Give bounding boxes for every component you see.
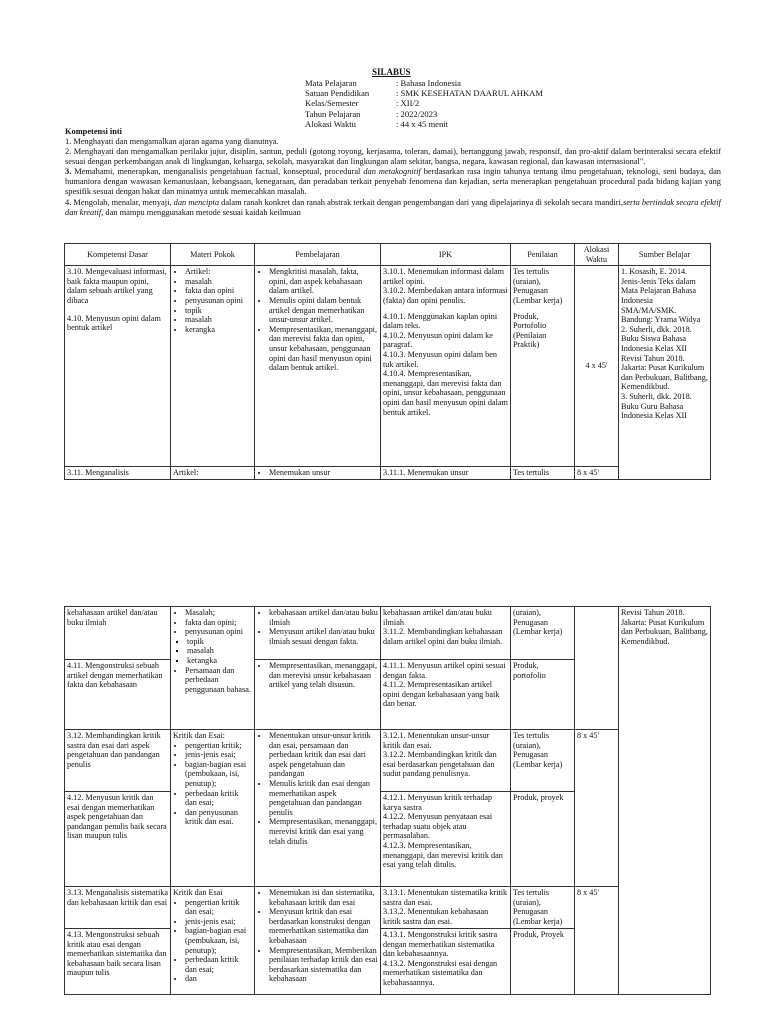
materi-cell: Kritik dan Esai: • pengertian kritik; • jenis-jenis esai; • bagian-bagian esai (pembukaan, isi, penutup); • perbedaan kritik dan esai; • dan penyusunan kritik dan esai. <box>171 730 255 887</box>
list-item: • perbedaan kritik dan esai; <box>185 955 252 974</box>
list-item: • dan penyusunan kritik dan esai. <box>185 808 252 827</box>
kd-cell: 4.12. Menyusun kritik dan esai dengan memerhatikan aspek pengetahuan dan pandangan penulis baik secara lisan maupun tulis <box>65 792 171 887</box>
header-penilaian: Penilaian <box>511 244 575 266</box>
penilaian-cell: Produk, proyek <box>511 792 575 887</box>
ki-2: 2. Menghayati dan mengamalkan perilaku jujur, disiplin, santun, peduli (gotong royong, kerjasama, toleran, damai), bertanggung jawab, responsif, dan pro-aktif dalam berinteraksi secara efektif sesuai dengan perkembangan anak di lingkungan, keluarga, sekolah, masyarakat dan lingkungan alam sekitar, bangsa, negara, kawasan regional, dan kawasan internasional". <box>65 147 721 167</box>
identity-row <box>305 88 543 98</box>
identity-value: : 2022/2023 <box>396 108 438 119</box>
header-ipk: IPK <box>381 244 511 266</box>
penilaian-cell: (uraian), Penugasan (Lembar kerja) <box>511 607 575 660</box>
list-item: • Mempresentasikan, menanggapi, merevisi kritik dan esai yang telah ditulis <box>269 817 378 846</box>
alokasi-cell: 8 x 45' <box>575 887 619 995</box>
penilaian-cell: Tes tertulis (uraian), Penugasan (Lembar kerja) <box>511 730 575 792</box>
identity-value: : XII/2 <box>396 98 420 109</box>
alokasi-cell: 8 x 45' <box>575 730 619 887</box>
kompetensi-inti <box>65 127 721 218</box>
list-item: • dan <box>185 974 252 984</box>
document-title: SILABUS <box>372 67 411 77</box>
ipk-cell: 3.11.1. Menemukan unsur <box>381 467 511 480</box>
list-item: • Mengkritisi masalah, fakta, opini, dan aspek kebahasaan dalam artikel. <box>269 267 378 296</box>
list-item: • pengertian kritik dan esai; <box>185 898 252 917</box>
materi-cell: Artikel: <box>171 467 255 480</box>
table-row <box>65 730 711 792</box>
ipk-cell: 4.13.1. Mengonstruksi kritik sastra dengan memerhatikan sistematika dan kebahasaannya. 4.13.2. Mengonstruksi esai dengan memerhatikan sistematika dan kebahasaannya. <box>381 929 511 995</box>
table-row <box>65 607 711 660</box>
pembelajaran-cell <box>255 607 381 660</box>
ipk-cell: 4.11.1. Menyusun artikel opini sesuai dengan fakta. 4.11.2. Mempresentasikan artikel opini dengan kebahasaan yang baik dan benar. <box>381 660 511 730</box>
list-item: • perbedaan kritik dan esai; <box>185 789 252 808</box>
materi-cell <box>171 607 255 730</box>
identity-row <box>305 78 543 88</box>
kd-cell: 3.10. Mengevaluasi informasi, baik fakta maupun opini, dalam sebuah artikel yang dibaca 4.10. Menyusun opini dalam bentuk artikel <box>65 266 171 467</box>
identity-key: Mata Pelajaran <box>305 78 357 88</box>
table-row <box>65 266 711 467</box>
list-item: • fakta dan opini; <box>185 618 252 628</box>
identity-value: : SMK KESEHATAN DAARUL AHKAM <box>396 88 544 99</box>
list-item: • bagian-bagian esai (pembukaan, isi, penutup); <box>185 760 252 789</box>
header-materi-pokok: Materi Pokok <box>171 244 255 266</box>
kd-cell: 3.12. Membandingkan kritik sastra dan esai dari aspek pengetahuan dan pandangan penulis <box>65 730 171 792</box>
identity-key: Satuan Pendidikan <box>305 88 370 99</box>
ipk-cell: 3.13.1. Menentukan sistematika kritik sastra dan esai. 3.13.2. Menentukan kebahasaan kritik sastra dan esai. <box>381 887 511 929</box>
list-item: • bagian-bagian esai (pembukaan, isi, penutup); <box>185 926 252 955</box>
list-item: • jenis-jenis esai; <box>185 917 252 927</box>
ki-3: 3. Memahami, menerapkan, menganalisis pengetahuan factual, konseptual, procedural dan metakognitif berdasarkan rasa ingin tahunya tentang ilmu pengetahuan, teknologi, seni budaya, dan humaniora dengan wawasan kemanusiaan, kebangsaan, kenegaraan, dan peradaban terkait penyebab fenomena dan kejadian, serta menerapkan pengetahuan procedural pada bidang kajian yang spesifik sesuai dengan bakat dan minatnya untuk memecahkan masalah. <box>65 167 721 197</box>
list-item: • kebahasaan artikel dan/atau buku ilmiah <box>269 608 378 627</box>
table-row <box>65 887 711 929</box>
list-item: • Artikel: <box>185 267 252 277</box>
ipk-cell: kebahasaan artikel dan/atau buku ilmiah 3.11.2. Membandingkan kebahasaan dalam artikel opini dan buku ilmiah. <box>381 607 511 660</box>
pembelajaran-cell <box>255 660 381 730</box>
pembelajaran-cell <box>255 266 381 467</box>
list-item: • Mempresentasikan, Memberikan penilaian terhadap kritik dan esai berdasarkan sistematika dan kebahasaan <box>269 946 378 984</box>
list-item: • Menulis kritik dan esai dengan memerhatikan aspek pengetahuan dan pandangan penulis <box>269 779 378 817</box>
list-item: • penyusunan opini <box>185 296 252 306</box>
list-item: • kerangka <box>185 325 252 335</box>
pembelajaran-cell <box>255 730 381 887</box>
identity-value: : 44 x 45 menit <box>396 118 449 129</box>
materi-cell: Kritik dan Esai • pengertian kritik dan esai; • jenis-jenis esai; • bagian-bagian esai (pembukaan, isi, penutup); • perbedaan kritik dan esai; • dan <box>171 887 255 995</box>
list-item: • fakta dan opini <box>185 286 252 296</box>
header-alokasi-waktu: Alokasi Waktu <box>575 244 619 266</box>
sumber-cell: Revisi Tahun 2018. Jakarta: Pusat Kurikulum dan Perbukuan, Balitbang, Kemendikbud. <box>619 607 711 995</box>
kd-cell: 4.13. Mengonstruksi sebuah kritik atau esai dengan memerhatikan sistematika dan kebahasaan baik secara lisan maupun tulis <box>65 929 171 995</box>
alokasi-cell: 4 x 45' <box>575 266 619 467</box>
penilaian-cell: Tes tertulis (uraian), Penugasan (Lembar kerja) <box>511 887 575 929</box>
list-item: • topik <box>185 306 252 316</box>
list-item: • masalah <box>185 277 252 287</box>
list-item: • Mempresentasikan, menanggapi, dan merevisi fakta dan opini, unsur kebahasaan, penggunaan opini dan hasil menyusun opini dalam bentuk artikel. <box>269 325 378 373</box>
identity-row <box>305 98 543 108</box>
identity-row <box>305 109 543 119</box>
kd-cell: 3.13. Menganalisis sistematika dan kebahasaan kritik dan esai <box>65 887 171 929</box>
list-item: • Persamaan dan perbedaan penggunaan bahasa. <box>185 666 252 695</box>
list-item: ▪ kerangka <box>187 656 252 666</box>
list-item: • pengertian kritik; <box>185 741 252 751</box>
identity-key: Alokasi Waktu <box>305 118 356 129</box>
list-item: • Masalah; <box>185 608 252 618</box>
list-item: ▪ topik <box>187 637 252 647</box>
list-item: • jenis-jenis esai; <box>185 750 252 760</box>
identity-key: Tahun Pelajaran <box>305 108 361 119</box>
materi-cell <box>171 266 255 467</box>
list-item: • Menentukan unsur-unsur kritik dan esai, persamaan dan perbedaan kritik dan esai dari aspek pengetahuan dan pandangan <box>269 731 378 779</box>
identity-value: : Bahasa Indonesia <box>396 78 461 88</box>
table-row <box>65 467 711 480</box>
ipk-cell: 3.12.1. Menentukan unsur-unsur kritik dan esai. 3.12.2. Membandingkan kritik dan esai berdasarkan pengetahuan dan sudut pandang penulisnya. <box>381 730 511 792</box>
ki-heading: Kompetensi inti <box>65 127 122 136</box>
list-item: • penyusunan opini <box>185 627 252 637</box>
identity-table <box>305 78 543 129</box>
list-item: ▪ masalah <box>187 646 252 656</box>
kd-cell: 4.11. Mengonstruksi sebuah artikel dengan memerhatikan fakta dan kebahasaan <box>65 660 171 730</box>
penilaian-cell: Tes tertulis <box>511 467 575 480</box>
ki-1: 1. Menghayati dan mengamalkan ajaran agama yang dianutnya. <box>65 137 279 147</box>
table-header <box>65 244 711 266</box>
list-item: • masalah <box>185 315 252 325</box>
list-item: • Menulis opini dalam bentuk artikel dengan memerhatikan unsur-unsur artikel. <box>269 296 378 325</box>
penilaian-cell: Produk, Proyek <box>511 929 575 995</box>
kd-cell: kebahasaan artikel dan/atau buku ilmiah <box>65 607 171 660</box>
pembelajaran-cell: • Menemukan unsur <box>255 467 381 480</box>
syllabus-table-2 <box>64 606 711 995</box>
list-item: • Menyusun kritik dan esai berdasarkan konstruksi dengan memerhatikan sistematika dan kebahasaan <box>269 907 378 945</box>
penilaian-cell: Tes tertulis (uraian), Penugasan (Lembar kerja) Produk, Portofolio (Penilaian Praktik) <box>511 266 575 467</box>
identity-key: Kelas/Semester <box>305 98 359 109</box>
ki-4: 4. Mengolah, menalar, menyaji, dan mencipta dalam ranah konkret dan ranah abstrak terkait dengan pengembangan dari yang dipelajarinya di sekolah secara mandiri,serta bertindak secara efektif dan kreatif, dan mampu menggunakan metode sesuai kaidah keilmuan <box>65 197 722 217</box>
pembelajaran-cell <box>255 887 381 995</box>
header-pembelajaran: Pembelajaran <box>255 244 381 266</box>
list-item: • Mempresentasikan, menanggapi, dan merevisi unsur kebahasaan artikel yang telah disusun. <box>269 661 378 690</box>
ipk-cell: 3.10.1. Menemukan informasi dalam artikel opini. 3.10.2. Membedakan antara informasi (fakta) dan opini penulis. 4.10.1. Menggunakan kaplan opini dalam teks. 4.10.2. Menyusun opini dalam ke paragraf. 4.10.3. Menyusun opini dalam ben tuk artikel. 4.10.4. Mempresentasikan, menanggapi, dan merevisi fakta dan opini, unsur kebahasaan, penggunaan opini dan hasil menyusun opini dalam bentuk artikel. <box>381 266 511 467</box>
header-kompetensi-dasar: Kompetensi Dasar <box>65 244 171 266</box>
sumber-cell: 1. Kosasih, E. 2014. Jenis-Jenis Teks dalam Mata Pelajaran Bahasa Indonesia SMA/MA/SMK. Bandung: Yrama Widya 2. Suherli, dkk. 2018. Buku Siswa Bahasa Indonesia Kelas XII Revisi Tahun 2018. Jakarta: Pusat Kurikulum dan Perbukuan, Balitbang, Kemendikbud. 3. Suherli, dkk. 2018. Buku Guru Bahasa Indonesia Kelas XII <box>619 266 711 480</box>
list-item: • Menyusun artikel dan/atau buku ilmiah sesuai dengan fakta. <box>269 627 378 646</box>
header-sumber-belajar: Sumber Belajar <box>619 244 711 266</box>
ipk-cell: 4.12.1. Menyusun kritik terhadap karya sastra 4.12.2. Menyusun penyataan esai terhadap suatu objek atau permasalahan. 4.12.3. Mempresentasikan, menanggapi, dan merevisi kritik dan esai yang telah ditulis. <box>381 792 511 887</box>
syllabus-table-1 <box>64 243 711 480</box>
alokasi-cell: 8 x 45' <box>575 467 619 480</box>
alokasi-cell <box>575 607 619 730</box>
list-item: • Menemukan isi dan sistematika, kebahasaan kritik dan esai <box>269 888 378 907</box>
penilaian-cell: Produk, portofolio <box>511 660 575 730</box>
kd-cell: 3.11. Menganalisis <box>65 467 171 480</box>
